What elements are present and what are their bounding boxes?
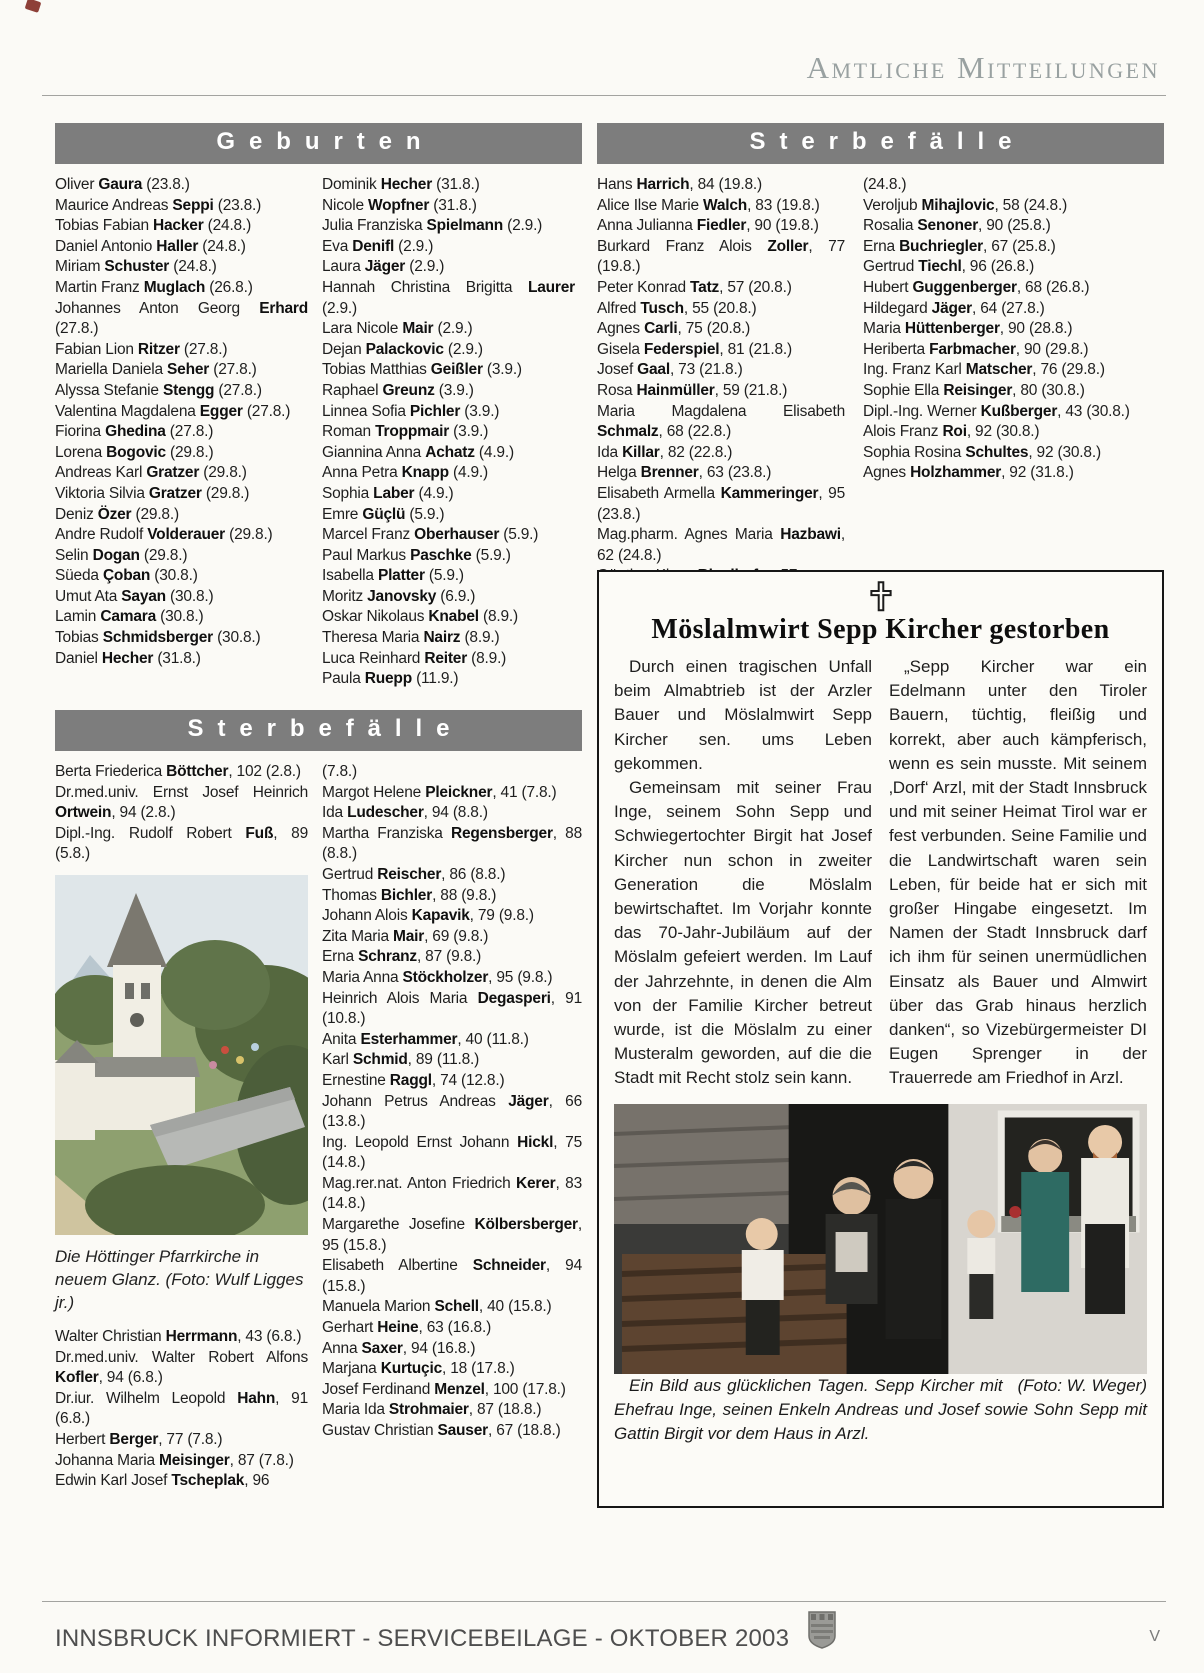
name-entry: Viktoria Silvia Gratzer (29.8.) [55, 484, 250, 502]
name-entry: Dominik Hecher (31.8.) [322, 176, 480, 193]
name-entry: Erna Schranz, 87 (9.8.) [322, 948, 482, 966]
footer-divider [42, 1601, 1166, 1602]
name-entry: Ida Killar, 82 (22.8.) [597, 443, 733, 461]
name-entry: Sophia Laber (4.9.) [322, 484, 454, 502]
article-title: Möslalmwirt Sepp Kircher gestorben [651, 614, 1110, 645]
name-entry: Burkard Franz Alois Zoller, 77 (19.8.) [597, 237, 845, 276]
name-entry: Anna Petra Knapp (4.9.) [322, 464, 488, 482]
name-entry: Martha Franziska Regensberger, 88 (8.8.) [322, 824, 583, 863]
name-entry: Raphael Greunz (3.9.) [322, 381, 474, 399]
name-entry: Helga Brenner, 63 (23.8.) [597, 464, 772, 482]
name-entry: Dr.med.univ. Walter Robert Alfons Kofler, 94 (6.8.) [55, 1348, 308, 1387]
header-divider [42, 95, 1166, 96]
name-entry: Erna Buchriegler, 67 (25.8.) [863, 237, 1056, 255]
name-entry: Emre Güçlü (5.9.) [322, 505, 445, 523]
name-entry: Karl Schmid, 89 (11.8.) [322, 1051, 480, 1069]
name-entry: Tobias Fabian Hacker (24.8.) [55, 217, 252, 235]
name-entry: Marcel Franz Oberhauser (5.9.) [322, 526, 539, 544]
name-entry: Ing. Franz Karl Matscher, 76 (29.8.) [863, 361, 1105, 379]
name-entry: Hubert Guggenberger, 68 (26.8.) [863, 278, 1090, 296]
name-entry: Moritz Janovsky (6.9.) [322, 587, 476, 605]
name-entry: Hans Harrich, 84 (19.8.) [597, 176, 762, 193]
name-entry: Heinrich Alois Maria Degasperi, 91 (10.8.) [322, 989, 582, 1028]
name-entry: Hannah Christina Brigitta Laurer (2.9.) [322, 278, 575, 317]
name-entry: Anna Julianna Fiedler, 90 (19.8.) [597, 217, 819, 235]
page-footer [55, 1610, 1166, 1665]
church-photo-image [55, 875, 308, 1235]
name-entry: Dejan Palackovic (2.9.) [322, 340, 483, 358]
name-entry: Martin Franz Muglach (26.8.) [55, 278, 253, 296]
name-entry: Peter Konrad Tatz, 57 (20.8.) [597, 278, 792, 296]
name-entry: Tobias Schmidsberger (30.8.) [55, 629, 261, 647]
name-entry: Elisabeth Armella Kammeringer, 95 (23.8.) [597, 484, 845, 523]
name-entry: Dr.iur. Wilhelm Leopold Hahn, 91 (6.8.) [55, 1389, 308, 1428]
name-entry: Margarethe Josefine Kölbersberger, 95 (15.8.) [322, 1216, 582, 1254]
name-entry: Agnes Holzhammer, 92 (31.8.) [863, 464, 1074, 482]
name-entry: Dr.med.univ. Ernst Josef Heinrich Ortwein, 94 (2.8.) [55, 783, 308, 822]
name-entry: Miriam Schuster (24.8.) [55, 258, 217, 276]
name-entry: Isabella Platter (5.9.) [322, 567, 464, 585]
name-entry: Josef Gaal, 73 (21.8.) [597, 361, 743, 379]
family-photo-caption [614, 1374, 1147, 1447]
family-photo-caption-text: Ein Bild aus glücklichen Tagen. Sepp Kircher mit Ehefrau Inge, seinen Enkeln Andreas und Josef sowie Sohn Sepp mit Gattin Birgit vor dem Haus in Arzl. [614, 1375, 1147, 1444]
name-entry: Eva Denifl (2.9.) [322, 237, 434, 255]
name-entry: (24.8.) [863, 176, 907, 193]
sterbefaelle-bottom-section-title: Sterbefälle [55, 710, 582, 751]
section-sterbefaelle-top [597, 123, 1164, 587]
sterbefaelle-bottom-column-2 [322, 762, 582, 1492]
article-paragraph: „Sepp Kircher war ein Edelmann unter den Tiroler Bauern, tüchtig, fleißig und korrekt, aber auch kämpferisch, wenn es sein musste. Mit seinem ‚Dorf‘ Arzl, mit der Stadt Innsbruck und mit seiner Heimat Tirol war er fest verbunden. Seine Familie und die Landwirtschaft waren sein Leben, für beide hat er sich mit großer Hingabe eingesetzt. Im Namen der Stadt Innsbruck darf ich ihm für seinen unermüdlichen Einsatz als Bauer und Almwirt über das Grab hinaus herzlich danken“, so Vizebürgermeister DI Eugen Sprenger in der Trauerrede am Friedhof in Arzl. [889, 657, 1147, 1088]
name-entry: Mariella Daniela Seher (27.8.) [55, 361, 257, 379]
name-entry: Gustav Christian Sauser, 67 (18.8.) [322, 1422, 561, 1439]
sterbefaelle-top-column-2 [863, 175, 1164, 587]
name-entry: Lara Nicole Mair (2.9.) [322, 320, 473, 338]
name-entry: Rosalia Senoner, 90 (25.8.) [863, 217, 1051, 235]
section-sterbefaelle-bottom [55, 710, 582, 1492]
sterbefaelle-bottom-column-1 [55, 762, 308, 1492]
name-entry: Heriberta Farbmacher, 90 (29.8.) [863, 340, 1089, 358]
latin-cross-icon [614, 580, 1147, 614]
name-entry: Andreas Karl Gratzer (29.8.) [55, 464, 247, 482]
geburten-column-1 [55, 175, 308, 690]
name-entry: Anita Esterhammer, 40 (11.8.) [322, 1030, 529, 1048]
name-entry: Maurice Andreas Seppi (23.8.) [55, 196, 262, 214]
geburten-section-title: Geburten [55, 123, 582, 164]
name-entry: Thomas Bichler, 88 (9.8.) [322, 886, 497, 904]
name-entry: Herbert Berger, 77 (7.8.) [55, 1430, 223, 1448]
sterbefaelle-top-column-1 [597, 175, 845, 587]
name-entry: Julia Franziska Spielmann (2.9.) [322, 217, 543, 235]
name-entry: Gertrud Tiechl, 96 (26.8.) [863, 258, 1035, 276]
innsbruck-coat-of-arms-icon [807, 1610, 837, 1655]
name-entry: Zita Maria Mair, 69 (9.8.) [322, 927, 489, 945]
name-entry: Giannina Anna Achatz (4.9.) [322, 443, 514, 461]
sterbefaelle-bottom-column-1-bottom [55, 1327, 308, 1492]
article-paragraph: Gemeinsam mit seiner Frau Inge, seinem Sohn Sepp und Schwiegertochter Birgit hat Josef Kircher nun schon in zweiter Generation die Möslalm bewirtschaftet. Im Vorjahr konnte das 70-Jahr-Jubiläum auf der Möslalm gefeiert werden. Im Lauf der Jahrzehnte, in denen die Alm von der Familie Kircher betreut wurde, ist die Möslalm zu einer Musteralm geworden, auf die die Stadt mit Recht stolz sein kann. [614, 778, 872, 1088]
name-entry: Maria Anna Stöckholzer, 95 (9.8.) [322, 968, 553, 986]
name-entry: Johann Petrus Andreas Jäger, 66 (13.8.) [322, 1092, 582, 1131]
name-entry: Ernestine Raggl, 74 (12.8.) [322, 1071, 505, 1089]
name-entry: Paula Ruepp (11.9.) [322, 670, 459, 688]
name-entry: Umut Ata Sayan (30.8.) [55, 587, 214, 605]
name-entry: Mag.pharm. Agnes Maria Hazbawi, 62 (24.8.) [597, 526, 845, 564]
church-photo-caption: Die Höttinger Pfarrkirche in neuem Glanz. (Foto: Wulf Ligges jr.) [55, 1246, 304, 1312]
name-entry: Berta Friederica Böttcher, 102 (2.8.) [55, 763, 301, 780]
name-entry: Alyssa Stefanie Stengg (27.8.) [55, 381, 262, 399]
sterbefaelle-top-section-title: Sterbefälle [597, 123, 1164, 164]
name-entry: Lamin Camara (30.8.) [55, 608, 204, 626]
name-entry: Alfred Tusch, 55 (20.8.) [597, 299, 757, 317]
page-header [807, 50, 1160, 86]
name-entry: Selin Dogan (29.8.) [55, 546, 188, 564]
family-photo [614, 1104, 1147, 1374]
name-entry: Maria Ida Strohmaier, 87 (18.8.) [322, 1401, 542, 1419]
obituary-article [597, 570, 1164, 1508]
name-entry: Fiorina Ghedina (27.8.) [55, 423, 214, 441]
name-entry: Oskar Nikolaus Knabel (8.9.) [322, 608, 518, 626]
name-entry: Agnes Carli, 75 (20.8.) [597, 320, 751, 338]
name-entry: Süeda Çoban (30.8.) [55, 567, 198, 585]
name-entry: Sophia Rosina Schultes, 92 (30.8.) [863, 443, 1101, 461]
page-title: Amtliche Mitteilungen [806, 50, 1160, 85]
name-entry: (7.8.) [322, 763, 357, 780]
name-entry: Roman Troppmair (3.9.) [322, 423, 489, 441]
name-entry: Hildegard Jäger, 64 (27.8.) [863, 299, 1045, 317]
name-entry: Maria Magdalena Elisabeth Schmalz, 68 (22.8.) [597, 402, 845, 441]
name-entry: Edwin Karl Josef Tscheplak, 96 [55, 1472, 270, 1490]
name-entry: Rosa Hainmüller, 59 (21.8.) [597, 381, 788, 399]
name-entry: Alice Ilse Marie Walch, 83 (19.8.) [597, 196, 820, 214]
section-geburten [55, 123, 582, 690]
name-entry: Johannes Anton Georg Erhard (27.8.) [55, 299, 308, 338]
name-entry: Walter Christian Herrmann, 43 (6.8.) [55, 1327, 302, 1345]
geburten-column-2 [322, 175, 575, 690]
name-entry: Lorena Bogovic (29.8.) [55, 443, 214, 461]
name-entry: Dipl.-Ing. Werner Kußberger, 43 (30.8.) [863, 402, 1130, 420]
name-entry: Manuela Marion Schell, 40 (15.8.) [322, 1298, 552, 1316]
name-entry: Josef Ferdinand Menzel, 100 (17.8.) [322, 1380, 566, 1398]
footer-publication-title: INNSBRUCK INFORMIERT - SERVICEBEILAGE - OKTOBER 2003 [55, 1625, 790, 1652]
name-entry: Gerhart Heine, 63 (16.8.) [322, 1319, 492, 1337]
name-entry: Johanna Maria Meisinger, 87 (7.8.) [55, 1451, 294, 1469]
family-photo-credit: (Foto: W. Weger) [1017, 1375, 1147, 1395]
family-photo-image [614, 1104, 1147, 1374]
name-entry: Ida Ludescher, 94 (8.8.) [322, 804, 488, 822]
name-entry: Ing. Leopold Ernst Johann Hickl, 75 (14.8.) [322, 1133, 583, 1172]
name-entry: Mag.rer.nat. Anton Friedrich Kerer, 83 (14.8.) [322, 1174, 582, 1213]
name-entry: Laura Jäger (2.9.) [322, 258, 445, 276]
name-entry: Johann Alois Kapavik, 79 (9.8.) [322, 907, 534, 925]
name-entry: Nicole Wopfner (31.8.) [322, 196, 477, 214]
name-entry: Daniel Antonio Haller (24.8.) [55, 237, 246, 255]
article-column-2 [889, 655, 1147, 1091]
sterbefaelle-bottom-column-1-top [55, 762, 308, 865]
name-entry: Valentina Magdalena Egger (27.8.) [55, 402, 291, 420]
name-entry: Maria Hüttenberger, 90 (28.8.) [863, 320, 1073, 338]
name-entry: Margot Helene Pleickner, 41 (7.8.) [322, 783, 557, 801]
name-entry: Tobias Matthias Geißler (3.9.) [322, 361, 522, 379]
name-entry: Elisabeth Albertine Schneider, 94 (15.8.) [322, 1257, 582, 1295]
scan-artifact [25, 0, 42, 13]
name-entry: Deniz Özer (29.8.) [55, 505, 179, 523]
name-entry: Alois Franz Roi, 92 (30.8.) [863, 423, 1040, 441]
name-entry: Anna Saxer, 94 (16.8.) [322, 1339, 476, 1357]
name-entry: Sophie Ella Reisinger, 80 (30.8.) [863, 381, 1085, 399]
name-entry: Paul Markus Paschke (5.9.) [322, 546, 511, 564]
name-entry: Daniel Hecher (31.8.) [55, 649, 201, 667]
name-entry: Theresa Maria Nairz (8.9.) [322, 629, 500, 647]
article-column-1 [614, 655, 872, 1091]
page-number: V [1149, 1628, 1160, 1645]
name-entry: Dipl.-Ing. Rudolf Robert Fuß, 89 (5.8.) [55, 824, 308, 863]
name-entry: Gisela Federspiel, 81 (21.8.) [597, 340, 792, 358]
church-photo [55, 875, 308, 1235]
article-paragraph: Durch einen tragischen Unfall beim Almabtrieb ist der Arzler Bauer und Möslalmwirt Sepp Kircher sen. ums Leben gekommen. [614, 657, 872, 773]
name-entry: Linnea Sofia Pichler (3.9.) [322, 402, 500, 420]
name-entry: Andre Rudolf Volderauer (29.8.) [55, 526, 273, 544]
name-entry: Marjana Kurtuçic, 18 (17.8.) [322, 1360, 515, 1378]
name-entry: Veroljub Mihajlovic, 58 (24.8.) [863, 196, 1068, 214]
name-entry: Gertrud Reischer, 86 (8.8.) [322, 865, 506, 883]
name-entry: Fabian Lion Ritzer (27.8.) [55, 340, 228, 358]
name-entry: Oliver Gaura (23.8.) [55, 176, 190, 193]
name-entry: Luca Reinhard Reiter (8.9.) [322, 649, 507, 667]
